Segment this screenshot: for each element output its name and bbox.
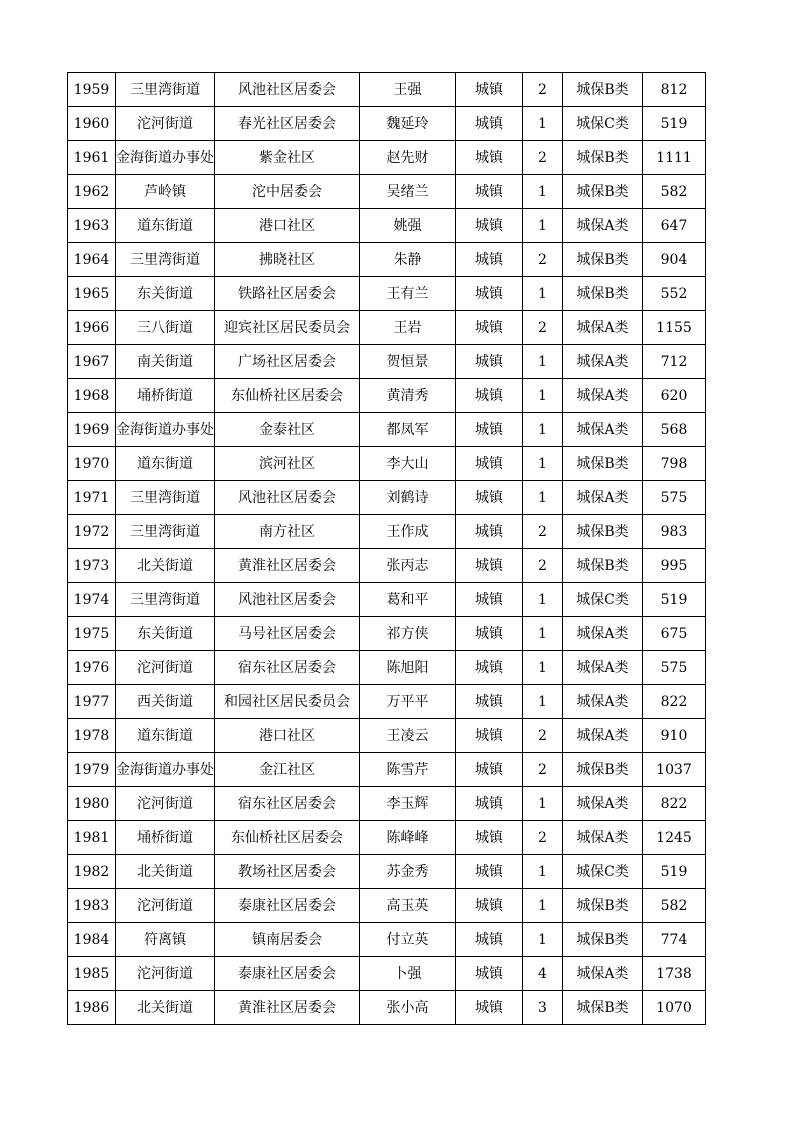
- cell-amount: 983: [643, 515, 706, 549]
- cell-type: 城保A类: [563, 345, 643, 379]
- cell-community: 南方社区: [215, 515, 360, 549]
- cell-amount: 1738: [643, 957, 706, 991]
- cell-type: 城保A类: [563, 413, 643, 447]
- cell-amount: 575: [643, 481, 706, 515]
- table-row: [68, 277, 706, 311]
- cell-amount: 904: [643, 243, 706, 277]
- cell-count: 2: [523, 515, 563, 549]
- cell-area: 城镇: [456, 787, 523, 821]
- cell-community: 铁路社区居委会: [215, 277, 360, 311]
- cell-name: 万平平: [360, 685, 456, 719]
- cell-name: 王岩: [360, 311, 456, 345]
- cell-no: 1959: [68, 73, 116, 107]
- cell-count: 2: [523, 719, 563, 753]
- cell-type: 城保C类: [563, 107, 643, 141]
- cell-count: 2: [523, 549, 563, 583]
- cell-street: 道东街道: [116, 447, 215, 481]
- cell-name: 陈雪芹: [360, 753, 456, 787]
- cell-amount: 798: [643, 447, 706, 481]
- cell-name: 张小高: [360, 991, 456, 1025]
- cell-count: 1: [523, 345, 563, 379]
- cell-type: 城保A类: [563, 787, 643, 821]
- cell-no: 1971: [68, 481, 116, 515]
- cell-count: 1: [523, 787, 563, 821]
- cell-area: 城镇: [456, 107, 523, 141]
- cell-name: 张丙志: [360, 549, 456, 583]
- cell-type: 城保B类: [563, 991, 643, 1025]
- cell-street: 北关街道: [116, 991, 215, 1025]
- cell-area: 城镇: [456, 583, 523, 617]
- cell-count: 1: [523, 617, 563, 651]
- cell-community: 黄淮社区居委会: [215, 549, 360, 583]
- cell-area: 城镇: [456, 651, 523, 685]
- cell-amount: 822: [643, 685, 706, 719]
- table-row: [68, 617, 706, 651]
- cell-amount: 1111: [643, 141, 706, 175]
- cell-name: 苏金秀: [360, 855, 456, 889]
- table-row: [68, 719, 706, 753]
- cell-community: 紫金社区: [215, 141, 360, 175]
- cell-type: 城保A类: [563, 379, 643, 413]
- cell-count: 1: [523, 447, 563, 481]
- cell-name: 王有兰: [360, 277, 456, 311]
- table-row: [68, 175, 706, 209]
- table-row: [68, 651, 706, 685]
- cell-area: 城镇: [456, 549, 523, 583]
- cell-area: 城镇: [456, 447, 523, 481]
- cell-type: 城保A类: [563, 311, 643, 345]
- cell-count: 2: [523, 73, 563, 107]
- cell-count: 4: [523, 957, 563, 991]
- cell-amount: 995: [643, 549, 706, 583]
- cell-name: 姚强: [360, 209, 456, 243]
- cell-community: 东仙桥社区居委会: [215, 379, 360, 413]
- records-table: [67, 72, 706, 1025]
- table-row: [68, 957, 706, 991]
- cell-street: 埇桥街道: [116, 379, 215, 413]
- cell-amount: 774: [643, 923, 706, 957]
- cell-amount: 582: [643, 175, 706, 209]
- cell-amount: 1155: [643, 311, 706, 345]
- cell-name: 葛和平: [360, 583, 456, 617]
- cell-type: 城保B类: [563, 141, 643, 175]
- cell-street: 南关街道: [116, 345, 215, 379]
- cell-street: 金海街道办事处: [116, 753, 215, 787]
- cell-street: 三里湾街道: [116, 481, 215, 515]
- cell-no: 1963: [68, 209, 116, 243]
- cell-type: 城保A类: [563, 957, 643, 991]
- cell-count: 1: [523, 923, 563, 957]
- cell-street: 沱河街道: [116, 889, 215, 923]
- cell-count: 2: [523, 821, 563, 855]
- cell-count: 1: [523, 651, 563, 685]
- table-row: [68, 243, 706, 277]
- cell-name: 贺恒景: [360, 345, 456, 379]
- cell-no: 1970: [68, 447, 116, 481]
- cell-area: 城镇: [456, 413, 523, 447]
- cell-community: 风池社区居委会: [215, 583, 360, 617]
- table-row: [68, 345, 706, 379]
- cell-amount: 519: [643, 583, 706, 617]
- cell-count: 1: [523, 277, 563, 311]
- cell-no: 1977: [68, 685, 116, 719]
- cell-count: 1: [523, 481, 563, 515]
- cell-amount: 822: [643, 787, 706, 821]
- cell-community: 教场社区居委会: [215, 855, 360, 889]
- cell-no: 1965: [68, 277, 116, 311]
- cell-name: 陈峰峰: [360, 821, 456, 855]
- table-row: [68, 583, 706, 617]
- cell-amount: 1245: [643, 821, 706, 855]
- table-row: [68, 549, 706, 583]
- cell-street: 道东街道: [116, 209, 215, 243]
- cell-community: 宿东社区居委会: [215, 651, 360, 685]
- cell-type: 城保C类: [563, 583, 643, 617]
- cell-street: 沱河街道: [116, 957, 215, 991]
- cell-name: 卜强: [360, 957, 456, 991]
- cell-no: 1962: [68, 175, 116, 209]
- cell-no: 1983: [68, 889, 116, 923]
- cell-count: 1: [523, 107, 563, 141]
- cell-name: 黄清秀: [360, 379, 456, 413]
- cell-community: 风池社区居委会: [215, 481, 360, 515]
- table-row: [68, 209, 706, 243]
- cell-no: 1972: [68, 515, 116, 549]
- cell-type: 城保B类: [563, 889, 643, 923]
- cell-area: 城镇: [456, 481, 523, 515]
- cell-street: 三里湾街道: [116, 583, 215, 617]
- cell-type: 城保A类: [563, 209, 643, 243]
- table-row: [68, 923, 706, 957]
- cell-no: 1974: [68, 583, 116, 617]
- table-row: [68, 141, 706, 175]
- cell-type: 城保A类: [563, 685, 643, 719]
- table-row: [68, 991, 706, 1025]
- cell-type: 城保B类: [563, 923, 643, 957]
- cell-name: 李大山: [360, 447, 456, 481]
- table-row: [68, 311, 706, 345]
- cell-community: 广场社区居委会: [215, 345, 360, 379]
- cell-amount: 910: [643, 719, 706, 753]
- cell-count: 1: [523, 855, 563, 889]
- cell-name: 刘鹤诗: [360, 481, 456, 515]
- cell-community: 沱中居委会: [215, 175, 360, 209]
- table-row: [68, 515, 706, 549]
- cell-amount: 575: [643, 651, 706, 685]
- cell-no: 1961: [68, 141, 116, 175]
- cell-amount: 1070: [643, 991, 706, 1025]
- cell-area: 城镇: [456, 821, 523, 855]
- cell-street: 金海街道办事处: [116, 141, 215, 175]
- cell-community: 宿东社区居委会: [215, 787, 360, 821]
- cell-name: 李玉辉: [360, 787, 456, 821]
- cell-name: 高玉英: [360, 889, 456, 923]
- table-row: [68, 73, 706, 107]
- cell-name: 都凤军: [360, 413, 456, 447]
- cell-count: 2: [523, 243, 563, 277]
- cell-count: 3: [523, 991, 563, 1025]
- cell-count: 1: [523, 889, 563, 923]
- cell-type: 城保A类: [563, 481, 643, 515]
- cell-area: 城镇: [456, 889, 523, 923]
- cell-community: 金江社区: [215, 753, 360, 787]
- cell-area: 城镇: [456, 719, 523, 753]
- cell-amount: 620: [643, 379, 706, 413]
- cell-street: 沱河街道: [116, 107, 215, 141]
- cell-street: 沱河街道: [116, 651, 215, 685]
- cell-area: 城镇: [456, 617, 523, 651]
- cell-type: 城保B类: [563, 549, 643, 583]
- cell-count: 1: [523, 175, 563, 209]
- cell-community: 港口社区: [215, 719, 360, 753]
- cell-street: 北关街道: [116, 549, 215, 583]
- cell-area: 城镇: [456, 379, 523, 413]
- cell-community: 东仙桥社区居委会: [215, 821, 360, 855]
- table-row: [68, 379, 706, 413]
- cell-street: 埇桥街道: [116, 821, 215, 855]
- table-row: [68, 107, 706, 141]
- cell-name: 赵先财: [360, 141, 456, 175]
- cell-community: 滨河社区: [215, 447, 360, 481]
- cell-type: 城保B类: [563, 515, 643, 549]
- cell-street: 三里湾街道: [116, 515, 215, 549]
- cell-type: 城保B类: [563, 175, 643, 209]
- cell-community: 港口社区: [215, 209, 360, 243]
- cell-type: 城保B类: [563, 447, 643, 481]
- cell-name: 王强: [360, 73, 456, 107]
- cell-community: 迎宾社区居民委员会: [215, 311, 360, 345]
- cell-community: 和园社区居民委员会: [215, 685, 360, 719]
- cell-area: 城镇: [456, 923, 523, 957]
- cell-no: 1966: [68, 311, 116, 345]
- cell-area: 城镇: [456, 991, 523, 1025]
- cell-area: 城镇: [456, 685, 523, 719]
- cell-type: 城保A类: [563, 617, 643, 651]
- table-row: [68, 685, 706, 719]
- cell-no: 1978: [68, 719, 116, 753]
- cell-name: 朱静: [360, 243, 456, 277]
- cell-count: 1: [523, 583, 563, 617]
- cell-amount: 519: [643, 855, 706, 889]
- cell-area: 城镇: [456, 345, 523, 379]
- cell-no: 1960: [68, 107, 116, 141]
- cell-no: 1976: [68, 651, 116, 685]
- cell-area: 城镇: [456, 243, 523, 277]
- cell-area: 城镇: [456, 855, 523, 889]
- cell-type: 城保B类: [563, 243, 643, 277]
- cell-amount: 568: [643, 413, 706, 447]
- cell-name: 王凌云: [360, 719, 456, 753]
- cell-amount: 1037: [643, 753, 706, 787]
- cell-type: 城保C类: [563, 855, 643, 889]
- cell-street: 北关街道: [116, 855, 215, 889]
- cell-name: 王作成: [360, 515, 456, 549]
- cell-no: 1975: [68, 617, 116, 651]
- cell-name: 付立英: [360, 923, 456, 957]
- cell-type: 城保A类: [563, 651, 643, 685]
- cell-amount: 812: [643, 73, 706, 107]
- cell-no: 1986: [68, 991, 116, 1025]
- cell-street: 东关街道: [116, 617, 215, 651]
- cell-area: 城镇: [456, 141, 523, 175]
- cell-area: 城镇: [456, 957, 523, 991]
- table-row: [68, 821, 706, 855]
- cell-name: 陈旭阳: [360, 651, 456, 685]
- cell-street: 三八街道: [116, 311, 215, 345]
- cell-street: 符离镇: [116, 923, 215, 957]
- cell-name: 吴绪兰: [360, 175, 456, 209]
- cell-type: 城保B类: [563, 73, 643, 107]
- cell-amount: 519: [643, 107, 706, 141]
- cell-no: 1973: [68, 549, 116, 583]
- cell-community: 泰康社区居委会: [215, 889, 360, 923]
- cell-community: 泰康社区居委会: [215, 957, 360, 991]
- cell-no: 1979: [68, 753, 116, 787]
- cell-count: 2: [523, 311, 563, 345]
- cell-type: 城保B类: [563, 753, 643, 787]
- cell-community: 金泰社区: [215, 413, 360, 447]
- cell-type: 城保A类: [563, 719, 643, 753]
- cell-street: 三里湾街道: [116, 73, 215, 107]
- cell-street: 东关街道: [116, 277, 215, 311]
- table-row: [68, 787, 706, 821]
- cell-amount: 582: [643, 889, 706, 923]
- cell-amount: 647: [643, 209, 706, 243]
- cell-community: 黄淮社区居委会: [215, 991, 360, 1025]
- cell-count: 2: [523, 753, 563, 787]
- cell-street: 道东街道: [116, 719, 215, 753]
- cell-area: 城镇: [456, 209, 523, 243]
- cell-count: 1: [523, 685, 563, 719]
- cell-street: 芦岭镇: [116, 175, 215, 209]
- cell-type: 城保B类: [563, 277, 643, 311]
- table-row: [68, 413, 706, 447]
- cell-no: 1967: [68, 345, 116, 379]
- cell-no: 1981: [68, 821, 116, 855]
- cell-community: 拂晓社区: [215, 243, 360, 277]
- cell-no: 1969: [68, 413, 116, 447]
- cell-street: 西关街道: [116, 685, 215, 719]
- cell-count: 1: [523, 379, 563, 413]
- cell-community: 马号社区居委会: [215, 617, 360, 651]
- cell-no: 1980: [68, 787, 116, 821]
- cell-name: 魏延玲: [360, 107, 456, 141]
- cell-count: 1: [523, 413, 563, 447]
- cell-count: 1: [523, 209, 563, 243]
- cell-name: 祁方侠: [360, 617, 456, 651]
- cell-amount: 712: [643, 345, 706, 379]
- cell-area: 城镇: [456, 73, 523, 107]
- cell-street: 沱河街道: [116, 787, 215, 821]
- cell-no: 1968: [68, 379, 116, 413]
- cell-type: 城保A类: [563, 821, 643, 855]
- cell-area: 城镇: [456, 753, 523, 787]
- cell-count: 2: [523, 141, 563, 175]
- cell-area: 城镇: [456, 515, 523, 549]
- table-row: [68, 855, 706, 889]
- cell-amount: 552: [643, 277, 706, 311]
- cell-community: 风池社区居委会: [215, 73, 360, 107]
- cell-amount: 675: [643, 617, 706, 651]
- cell-street: 三里湾街道: [116, 243, 215, 277]
- table-row: [68, 481, 706, 515]
- cell-no: 1964: [68, 243, 116, 277]
- table-row: [68, 753, 706, 787]
- cell-community: 春光社区居委会: [215, 107, 360, 141]
- cell-street: 金海街道办事处: [116, 413, 215, 447]
- table-row: [68, 447, 706, 481]
- cell-area: 城镇: [456, 311, 523, 345]
- cell-area: 城镇: [456, 175, 523, 209]
- cell-community: 镇南居委会: [215, 923, 360, 957]
- cell-no: 1985: [68, 957, 116, 991]
- cell-no: 1984: [68, 923, 116, 957]
- cell-no: 1982: [68, 855, 116, 889]
- table-row: [68, 889, 706, 923]
- cell-area: 城镇: [456, 277, 523, 311]
